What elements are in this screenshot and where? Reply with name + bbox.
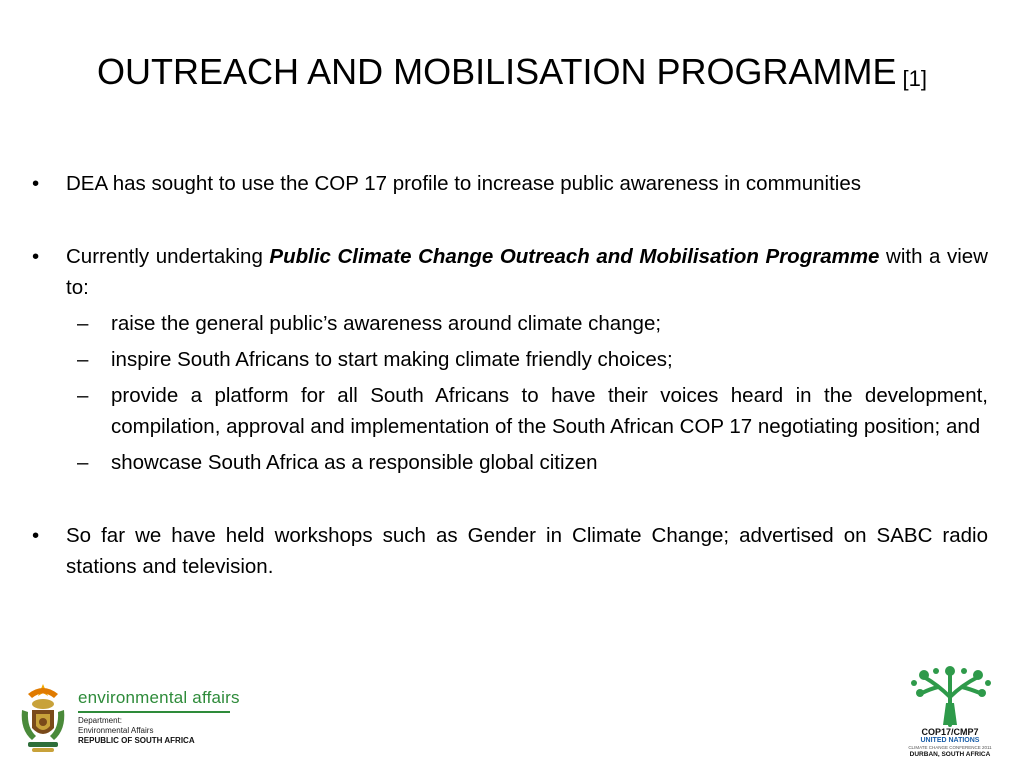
bullet-text: So far we have held workshops such as Gender in Climate Change; advertised on SABC radio stations and television.	[66, 524, 988, 578]
sub-item-text: showcase South Africa as a responsible global citizen	[111, 451, 598, 474]
sub-mark: –	[77, 348, 89, 371]
logo-line-republic: REPUBLIC OF SOUTH AFRICA	[78, 736, 195, 745]
bullet-item-3	[28, 520, 988, 582]
sub-item-text: raise the general public’s awareness around climate change;	[111, 312, 662, 335]
bullet-text-suffix: with a view to:	[66, 245, 988, 299]
sub-item-text: inspire South Africans to start making climate friendly choices;	[111, 348, 673, 371]
slide-title-text: OUTREACH AND MOBILISATION PROGRAMME	[97, 51, 897, 92]
logo-rule	[78, 711, 230, 713]
bullet-mark: •	[32, 245, 40, 268]
baobab-tree-icon	[900, 663, 1000, 727]
bullet-item-1	[28, 168, 988, 199]
logo-line-environmental-affairs: Environmental Affairs	[78, 726, 154, 735]
sub-item-1	[28, 308, 988, 339]
cop17-logo	[900, 663, 1000, 763]
sub-item-2	[28, 344, 988, 375]
title-reference: [1]	[902, 66, 927, 91]
sub-mark: –	[77, 384, 89, 407]
environmental-affairs-logo	[14, 680, 240, 758]
cop-un: UNITED NATIONS	[920, 737, 980, 744]
slide-title	[0, 48, 1024, 103]
bullet-item-2	[28, 241, 988, 303]
bullet-text: DEA has sought to use the COP 17 profile to increase public awareness in communities	[66, 172, 861, 195]
logo-line-department: Department:	[78, 716, 123, 725]
coat-of-arms-icon	[14, 680, 72, 756]
cop-location: DURBAN, SOUTH AFRICA	[909, 751, 991, 758]
sub-item-4	[28, 447, 988, 478]
sub-item-3	[28, 380, 988, 442]
sub-item-text: provide a platform for all South Africans to have their voices heard in the development, compilation, approval and implementation of the South African COP 17 negotiating position; and	[111, 384, 988, 438]
logo-name: environmental affairs	[78, 688, 240, 707]
bullet-text-prefix: Currently undertaking	[66, 245, 270, 268]
cop-title: COP17/CMP7	[921, 727, 979, 737]
slide-content	[28, 168, 988, 582]
bullet-mark: •	[32, 524, 40, 547]
sub-mark: –	[77, 312, 89, 335]
programme-name: Public Climate Change Outreach and Mobilisation Programme	[269, 245, 880, 268]
bullet-mark: •	[32, 172, 40, 195]
cop-conference: CLIMATE CHANGE CONFERENCE 2011	[908, 745, 992, 750]
sub-mark: –	[77, 451, 89, 474]
